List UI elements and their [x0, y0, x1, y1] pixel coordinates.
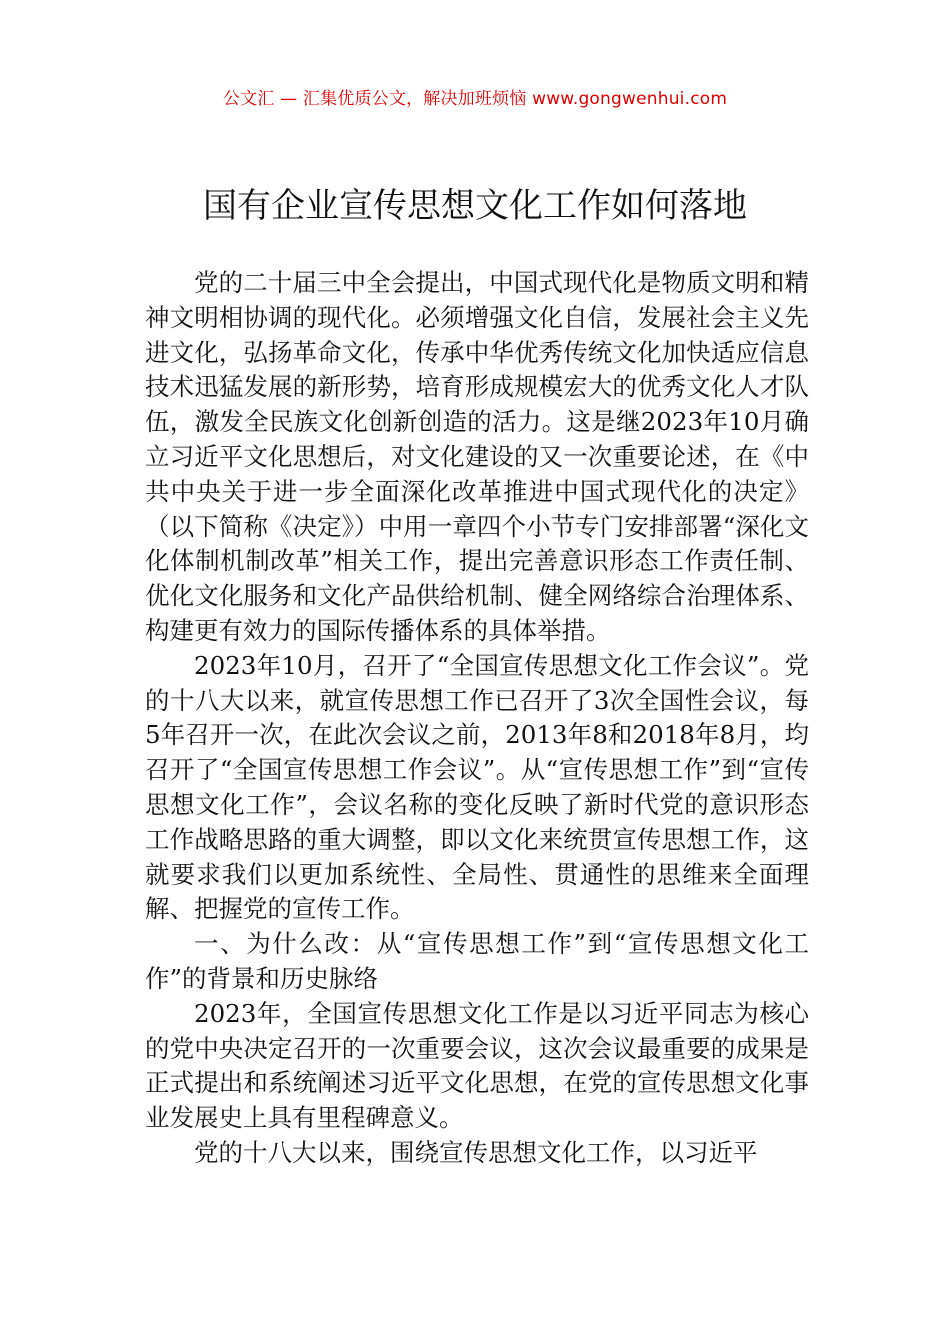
paragraph-intro: 党的二十届三中全会提出，中国式现代化是物质文明和精神文明相协调的现代化。必须增强文化自信，发展社会主义先进文化，弘扬革命文化，传承中华优秀传统文化加快适应信息技术迅猛发展的新形势，培育形成规模宏大的优秀文化人才队伍，激发全民族文化创新创造的活力。这是继2023年10月确立习近平文化思想后，对文化建设的又一次重要论述，在《中共中央关于进一步全面深化改革推进中国式现代化的决定》（以下简称《决定》）中用一章四个小节专门安排部署“深化文化体制机制改革”相关工作，提出完善意识形态工作责任制、优化文化服务和文化产品供给机制、健全网络综合治理体系、构建更有效力的国际传播体系的具体举措。 [145, 268, 809, 645]
document-title: 国有企业宣传思想文化工作如何落地 [203, 186, 747, 226]
paragraph-since-18th: 党的十八大以来，围绕宣传思想文化工作，以习近平 [194, 1137, 758, 1167]
paragraph-meeting: 2023年10月，召开了“全国宣传思想文化工作会议”。党的十八大以来，就宣传思想工作已召开了3次全国性会议，每5年召开一次，在此次会议之前，2013年8和2018年8月，均召开了“全国宣传思想工作会议”。从“宣传思想工作”到“宣传思想文化工作”，会议名称的变化反映了新时代党的意识形态工作战略思路的重大调整，即以文化来统贯宣传思想工作，这就要求我们以更加系统性、全局性、贯通性的思维来全面理解、把握党的宣传工作。 [145, 650, 809, 924]
header-watermark: 公文汇 — 汇集优质公文，解决加班烦恼 www.gongwenhui.com [222, 89, 728, 109]
paragraph-2023: 2023年，全国宣传思想文化工作是以习近平同志为核心的党中央决定召开的一次重要会议，这次会议最重要的成果是正式提出和系统阐述习近平文化思想，在党的宣传思想文化事业发展史上具有里程碑意义。 [145, 998, 809, 1133]
section-heading-1: 一、为什么改：从“宣传思想工作”到“宣传思想文化工作”的背景和历史脉络 [145, 929, 809, 993]
document-body [145, 266, 809, 1171]
